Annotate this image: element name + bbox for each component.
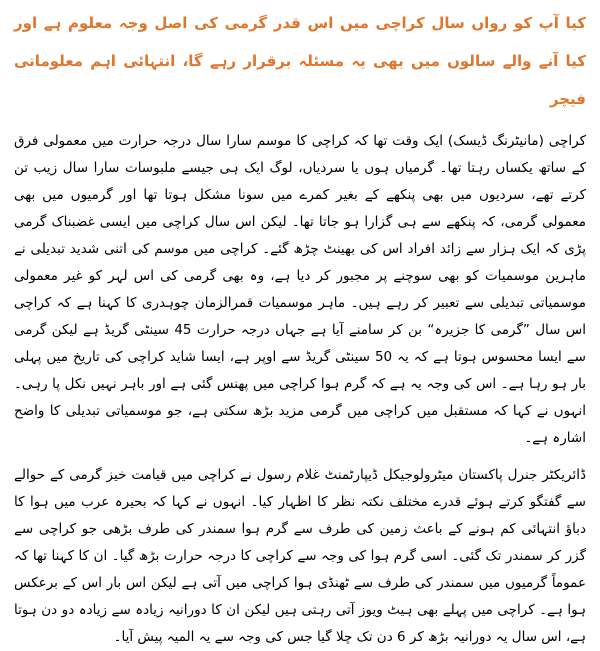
article-paragraph: ڈائریکٹر جنرل پاکستان میٹرولوجیکل ڈیپارٹمنٹ غلام رسول نے کراچی میں قیامت خیز گرمی کے حوالے سے گفتگو کرتے ہوئے قدرے مختلف نکتہ نظر کا اظہار کیا۔ انہوں نے کہا کہ بحیرہ عرب میں ہوا کا دباؤ انتہائی کم ہونے کے باعث زمین کی طرف سے گرم ہوا سمندر کی طرف بڑھی جو کراچی سے گزر کر سمندر تک گئی۔ اسی گرم ہوا کی وجہ سے کراچی کا درجہ حرارت بڑھ گیا۔ ان کا کہنا تھا کہ عموماً گرمیوں میں سمندر کی طرف سے ٹھنڈی ہوا کراچی میں آتی ہے لیکن اس بار اس کے برعکس ہوا ہے۔ کراچی میں پہلے بھی ہیٹ ویوز آتی رہتی ہیں لیکن ان کا دورانیہ زیادہ سے زیادہ دو دن ہوتا ہے، اس سال یہ دورانیہ بڑھ کر 6 دن تک چلا گیا جس کی وجہ سے یہ المیہ پیش آیا۔: [14, 467, 586, 645]
article-title: کیا آپ کو رواں سال کراچی میں اس قدر گرمی کی اصل وجہ معلوم ہے اور کیا آنے والے سالوں میں بھی یہ مسئلہ برقرار رہے گا، انتہائی اہم معلوماتی فیچر: [14, 14, 586, 108]
article-paragraph: کراچی (مانیٹرنگ ڈیسک) ایک وقت تھا کہ کراچی کا موسم سارا سال درجہ حرارت میں معمولی فرق کے ساتھ یکساں رہتا تھا۔ گرمیاں ہوں یا سردیاں، لوگ ایک ہی جیسے ملبوسات سارا سال زیب تن کرتے تھے، سردیوں میں بھی پنکھے کے بغیر کمرے میں سونا مشکل ہوتا تھا اور گرمیوں میں بھی معمولی گرمی، کہ پنکھے سے ہی گزارا ہو جاتا تھا۔ لیکن اس سال کراچی میں ایسی غضبناک گرمی پڑی کہ ایک ہزار سے زائد افراد اس کی بھینٹ چڑھ گئے۔ کراچی میں موسم کی اتنی شدید تبدیلی نے ماہرین موسمیات کو بھی سوچنے پر مجبور کر دیا ہے، وہ بھی گرمی کی اس لہر کو غیر معمولی موسمیاتی تبدیلی سے تعبیر کر رہے ہیں۔ ماہر موسمیات قمرالزمان چوہدری کا کہنا ہے کہ کراچی اس سال ”گرمی کا جزیرہ“ بن کر سامنے آیا ہے جہاں درجہ حرارت 45 سینٹی گریڈ ہے لیکن گرمی سے ایسا محسوس ہوتا ہے کہ یہ 50 سینٹی گریڈ سے اوپر ہے، ایسا شاید کراچی کی تاریخ میں پہلی بار ہو رہا ہے۔ اس کی وجہ یہ ہے کہ گرم ہوا کراچی میں پھنس گئی ہے اور باہر نہیں نکل پا رہی۔ انہوں نے کہا کہ مستقبل میں کراچی میں گرمی مزید بڑھ سکتی ہے، جو موسمیاتی تبدیلی کا واضح اشارہ ہے۔: [14, 133, 587, 446]
